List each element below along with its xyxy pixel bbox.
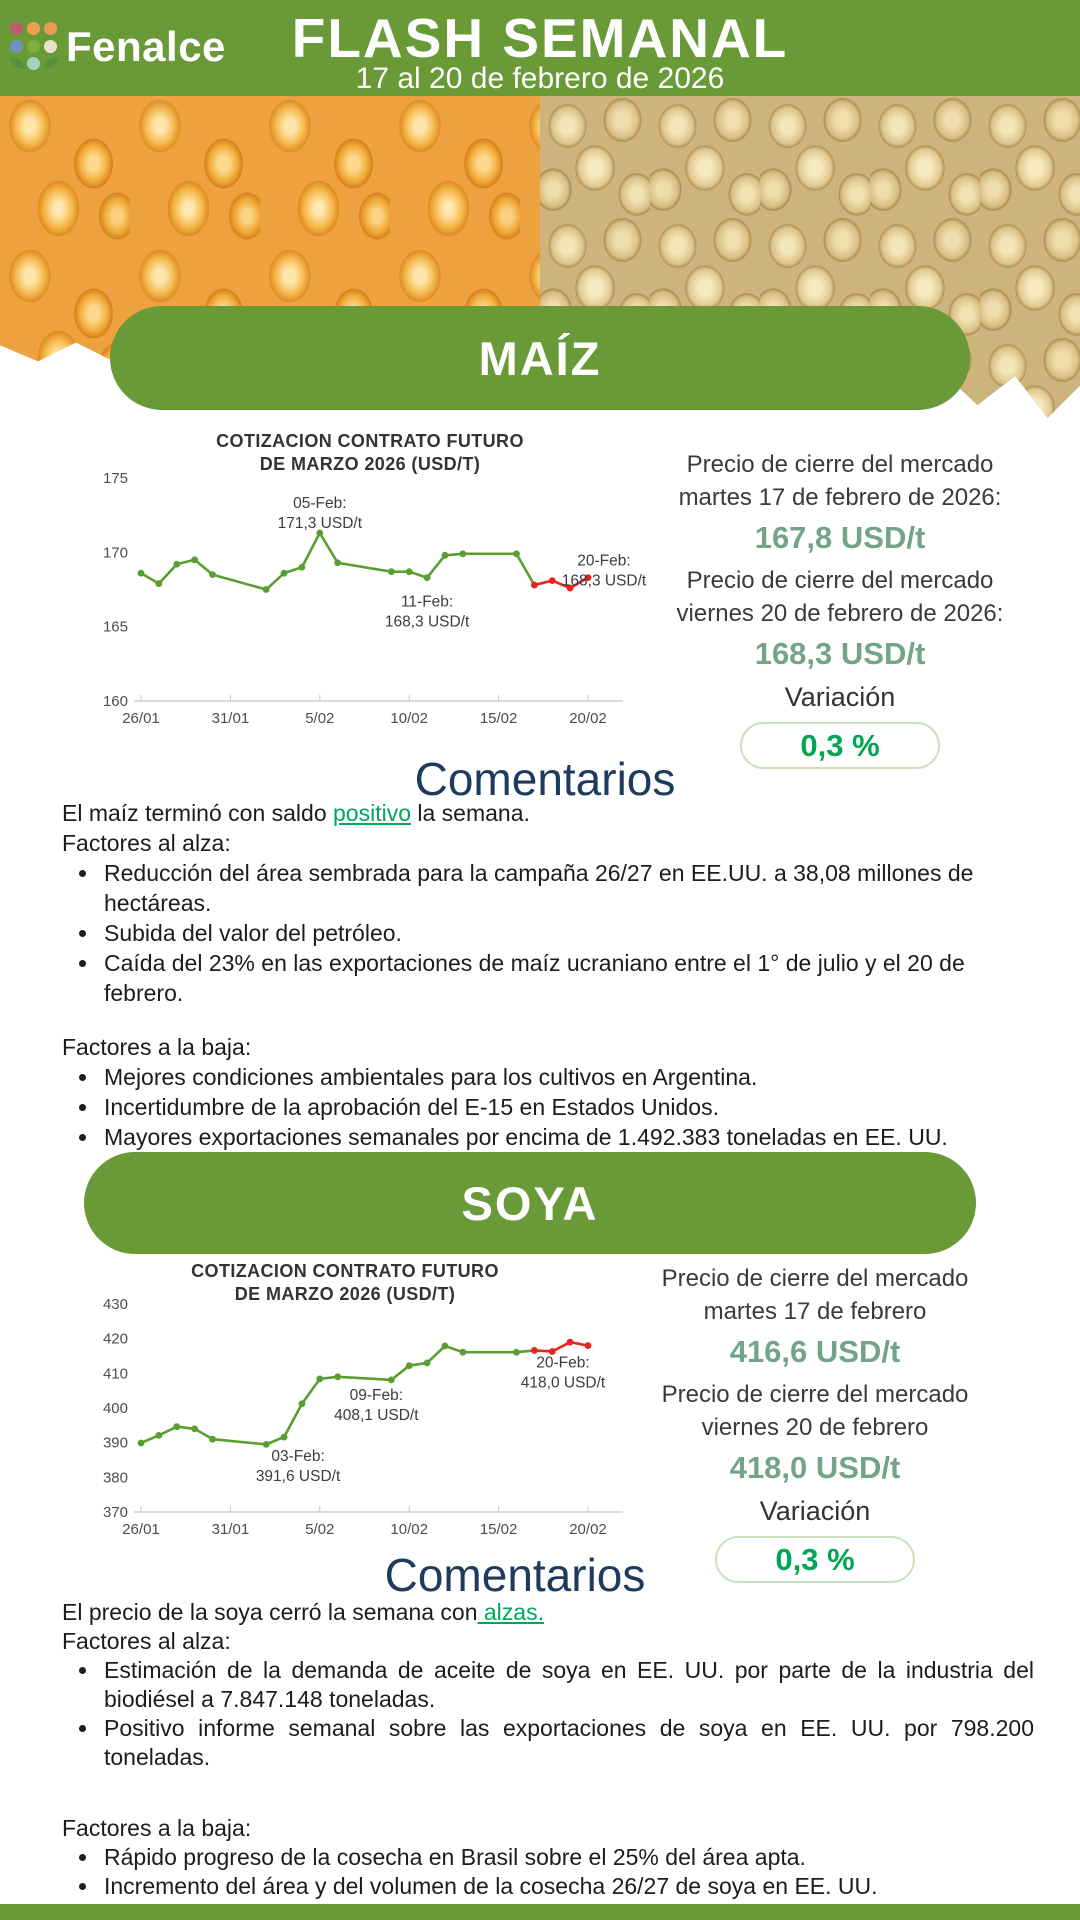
svg-text:420: 420 (102, 1330, 128, 1348)
svg-text:390: 390 (102, 1434, 128, 1452)
maiz-summary-pre: El maíz terminó con saldo (62, 800, 334, 826)
soya-comments-heading: Comentarios (384, 1549, 646, 1601)
svg-text:408,1 USD/t: 408,1 USD/t (334, 1406, 419, 1424)
svg-text:10/02: 10/02 (390, 710, 428, 728)
svg-text:400: 400 (102, 1399, 128, 1417)
soya-up-factors-label: Factores al alza: (62, 1628, 231, 1654)
soya-comments (62, 1598, 1034, 1920)
svg-text:171,3 USD/t: 171,3 USD/t (277, 515, 363, 533)
factor-item: • Rápido progreso de la cosecha en Brasil sobre el 25% del área apta. (100, 1843, 1034, 1872)
factor-item: • Subida del valor del petróleo. (100, 918, 1034, 948)
soya-variation-label: Variación (759, 1496, 871, 1526)
svg-text:168,3 USD/t: 168,3 USD/t (384, 613, 470, 631)
svg-text:391,6 USD/t: 391,6 USD/t (255, 1468, 341, 1486)
soya-summary-line (62, 1598, 1034, 1627)
soya-price-panel (600, 1262, 1030, 1583)
maiz-close2-label-line2: viernes 20 de febrero de 2026: (676, 600, 1004, 627)
svg-text:175: 175 (102, 470, 128, 487)
maiz-close2-label-line1: Precio de cierre del mercado (686, 567, 994, 594)
factor-item: • Estimación de la demanda de aceite de soya en EE. UU. por parte de la industria del biodiésel a 7.847.148 toneladas. (100, 1656, 1034, 1714)
maiz-down-factors-label: Factores a la baja: (62, 1034, 252, 1060)
maiz-summary-line (62, 798, 1034, 828)
svg-text:430: 430 (102, 1296, 128, 1313)
maiz-up-factors-list (62, 858, 1034, 1008)
header (0, 0, 1080, 96)
soya-close1-label-line1: Precio de cierre del mercado (661, 1265, 969, 1292)
page-title: FLASH SEMANAL (291, 7, 789, 69)
soya-section-title: SOYA (84, 1152, 976, 1254)
maiz-close1-label-line1: Precio de cierre del mercado (686, 451, 994, 478)
svg-text:03-Feb:: 03-Feb: (271, 1448, 325, 1466)
factor-item: • Reducción del área sembrada para la campaña 26/27 en EE.UU. a 38,08 millones de hectáreas. (100, 858, 1034, 918)
factor-item: • Mejores condiciones ambientales para los cultivos en Argentina. (100, 1062, 1034, 1092)
factor-item: • Caída del 23% en las exportaciones de maíz ucraniano entre el 1° de julio y el 20 de febrero. (100, 948, 1034, 1008)
soya-variation-badge: 0,3 % (715, 1536, 914, 1583)
svg-text:20-Feb:: 20-Feb: (577, 552, 631, 570)
svg-text:380: 380 (102, 1469, 128, 1487)
svg-text:5/02: 5/02 (305, 710, 335, 728)
soya-close2-price: 418,0 USD/t (729, 1450, 901, 1485)
maiz-price-chart (78, 468, 698, 738)
footer-bar (0, 1904, 1080, 1920)
svg-text:11-Feb:: 11-Feb: (400, 593, 454, 611)
maiz-comments (62, 798, 1034, 1152)
soya-up-factors-list (62, 1656, 1034, 1772)
svg-text:170: 170 (102, 544, 128, 562)
maiz-chart-title-line2: DE MARZO 2026 (USD/T) (259, 454, 481, 475)
soya-close1-label-line2: martes 17 de febrero (703, 1298, 927, 1325)
soya-summary-pre: El precio de la soya cerró la semana con (62, 1599, 478, 1625)
soya-down-factors-label: Factores a la baja: (62, 1815, 252, 1841)
svg-text:15/02: 15/02 (479, 1520, 518, 1538)
maiz-variation-badge: 0,3 % (740, 722, 939, 769)
maiz-comments-heading: Comentarios (414, 753, 676, 805)
maiz-summary-link[interactable]: positivo (333, 800, 411, 826)
svg-text:31/01: 31/01 (211, 1520, 250, 1538)
fenalce-logo-text: Fenalce (66, 23, 226, 70)
svg-text:410: 410 (102, 1365, 128, 1383)
factor-item: • Mayores exportaciones semanales por encima de 1.492.383 toneladas en EE. UU. (100, 1122, 1034, 1152)
svg-text:168,3 USD/t: 168,3 USD/t (561, 572, 647, 590)
soya-chart-title-line1: COTIZACION CONTRATO FUTURO (191, 1261, 499, 1281)
maiz-variation-label: Variación (784, 682, 896, 712)
soya-close1-price: 416,6 USD/t (729, 1334, 901, 1369)
maiz-section-title: MAÍZ (110, 306, 970, 410)
svg-text:05-Feb:: 05-Feb: (293, 495, 347, 513)
maiz-down-factors-list (62, 1062, 1034, 1152)
maiz-summary-post: la semana. (411, 800, 530, 826)
soya-close2-label-line1: Precio de cierre del mercado (661, 1381, 969, 1408)
maiz-up-factors-label: Factores al alza: (62, 830, 231, 856)
maiz-chart-title-line1: COTIZACION CONTRATO FUTURO (216, 431, 524, 451)
maiz-close2-price: 168,3 USD/t (754, 636, 926, 671)
factor-item: • Incremento del área y del volumen de la cosecha 26/27 de soya en EE. UU. (100, 1872, 1034, 1901)
svg-text:165: 165 (102, 618, 128, 636)
svg-text:10/02: 10/02 (390, 1520, 428, 1538)
date-range: 17 al 20 de febrero de 2026 (355, 62, 725, 95)
soya-close2-label-line2: viernes 20 de febrero (701, 1414, 929, 1441)
svg-text:370: 370 (102, 1503, 128, 1521)
svg-text:31/01: 31/01 (211, 710, 250, 728)
svg-text:20/02: 20/02 (569, 1520, 607, 1538)
svg-text:20/02: 20/02 (569, 710, 607, 728)
svg-text:160: 160 (102, 693, 128, 711)
svg-text:15/02: 15/02 (479, 710, 518, 728)
factor-item: • Incertidumbre de la aprobación del E-15 en Estados Unidos. (100, 1092, 1034, 1122)
maiz-price-panel (615, 448, 1065, 769)
svg-text:26/01: 26/01 (122, 710, 160, 728)
soya-chart-title-line2: DE MARZO 2026 (USD/T) (234, 1284, 456, 1305)
soya-summary-link[interactable]: alzas. (477, 1599, 544, 1625)
svg-text:26/01: 26/01 (122, 1520, 160, 1538)
maiz-close1-price: 167,8 USD/t (754, 520, 926, 555)
svg-text:418,0 USD/t: 418,0 USD/t (520, 1374, 606, 1392)
factor-item: • Positivo informe semanal sobre las exportaciones de soya en EE. UU. por 798.200 toneladas. (100, 1714, 1034, 1772)
svg-text:09-Feb:: 09-Feb: (349, 1386, 404, 1404)
svg-text:20-Feb:: 20-Feb: (536, 1354, 590, 1372)
maiz-close1-label-line2: martes 17 de febrero de 2026: (678, 484, 1002, 511)
svg-text:5/02: 5/02 (305, 1520, 335, 1538)
